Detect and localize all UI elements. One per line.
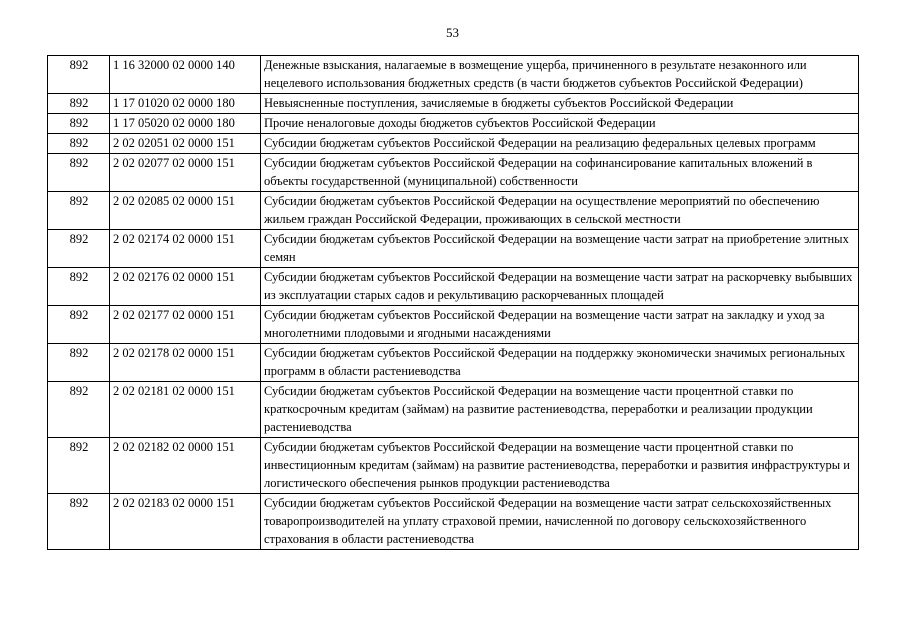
admin-code-cell: 892 [48,56,110,94]
table-row [48,230,859,268]
revenue-name-cell: Субсидии бюджетам субъектов Российской Федерации на осуществление мероприятий по обеспечению жильем граждан Российской Федерации, проживающих в сельской местности [261,192,859,230]
revenue-name-cell: Субсидии бюджетам субъектов Российской Федерации на возмещение части процентной ставки по краткосрочным кредитам (займам) на развитие растениеводства, переработки и реализации продукции растениеводства [261,382,859,438]
budget-code-cell: 2 02 02181 02 0000 151 [110,382,261,438]
budget-code-cell: 2 02 02182 02 0000 151 [110,438,261,494]
budget-code-cell: 2 02 02174 02 0000 151 [110,230,261,268]
revenue-name-cell: Прочие неналоговые доходы бюджетов субъектов Российской Федерации [261,114,859,134]
admin-code-cell: 892 [48,268,110,306]
budget-code-cell: 2 02 02077 02 0000 151 [110,154,261,192]
budget-code-cell: 2 02 02178 02 0000 151 [110,344,261,382]
table-row [48,268,859,306]
admin-code-cell: 892 [48,344,110,382]
table-row [48,56,859,94]
admin-code-cell: 892 [48,306,110,344]
table-row [48,94,859,114]
table-row [48,494,859,550]
revenue-name-cell: Субсидии бюджетам субъектов Российской Федерации на реализацию федеральных целевых программ [261,134,859,154]
admin-code-cell: 892 [48,438,110,494]
budget-code-cell: 2 02 02183 02 0000 151 [110,494,261,550]
revenue-name-cell: Субсидии бюджетам субъектов Российской Федерации на поддержку экономически значимых региональных программ в области растениеводства [261,344,859,382]
table-row [48,154,859,192]
budget-code-cell: 1 17 01020 02 0000 180 [110,94,261,114]
admin-code-cell: 892 [48,114,110,134]
budget-code-cell: 1 17 05020 02 0000 180 [110,114,261,134]
table-row [48,344,859,382]
revenue-name-cell: Субсидии бюджетам субъектов Российской Федерации на возмещение части процентной ставки по инвестиционным кредитам (займам) на развитие растениеводства, переработки и развития инфраструктуры и логистического обеспечения рынков продукции растениеводства [261,438,859,494]
admin-code-cell: 892 [48,134,110,154]
budget-code-cell: 2 02 02176 02 0000 151 [110,268,261,306]
revenue-name-cell: Субсидии бюджетам субъектов Российской Федерации на софинансирование капитальных вложений в объекты государственной (муниципальной) собственности [261,154,859,192]
admin-code-cell: 892 [48,192,110,230]
revenue-name-cell: Невыясненные поступления, зачисляемые в бюджеты субъектов Российской Федерации [261,94,859,114]
revenue-name-cell: Субсидии бюджетам субъектов Российской Федерации на возмещение части затрат на раскорчевку выбывших из эксплуатации старых садов и рекультивацию раскорчеванных площадей [261,268,859,306]
admin-code-cell: 892 [48,494,110,550]
table-row [48,438,859,494]
table-row [48,192,859,230]
admin-code-cell: 892 [48,94,110,114]
revenue-name-cell: Денежные взыскания, налагаемые в возмещение ущерба, причиненного в результате незаконного или нецелевого использования бюджетных средств (в части бюджетов субъектов Российской Федерации) [261,56,859,94]
budget-code-cell: 1 16 32000 02 0000 140 [110,56,261,94]
admin-code-cell: 892 [48,154,110,192]
budget-codes-table [47,55,859,550]
admin-code-cell: 892 [48,382,110,438]
table-row [48,114,859,134]
revenue-name-cell: Субсидии бюджетам субъектов Российской Федерации на возмещение части затрат сельскохозяйственных товаропроизводителей на уплату страховой премии, начисленной по договору сельскохозяйственного страхования в области растениеводства [261,494,859,550]
budget-code-cell: 2 02 02177 02 0000 151 [110,306,261,344]
page-number: 53 [446,25,459,40]
revenue-name-cell: Субсидии бюджетам субъектов Российской Федерации на возмещение части затрат на закладку и уход за многолетними плодовыми и ягодными насаждениями [261,306,859,344]
revenue-name-cell: Субсидии бюджетам субъектов Российской Федерации на возмещение части затрат на приобретение элитных семян [261,230,859,268]
table-row [48,382,859,438]
admin-code-cell: 892 [48,230,110,268]
table-row [48,306,859,344]
table-row [48,134,859,154]
budget-code-cell: 2 02 02085 02 0000 151 [110,192,261,230]
budget-code-cell: 2 02 02051 02 0000 151 [110,134,261,154]
